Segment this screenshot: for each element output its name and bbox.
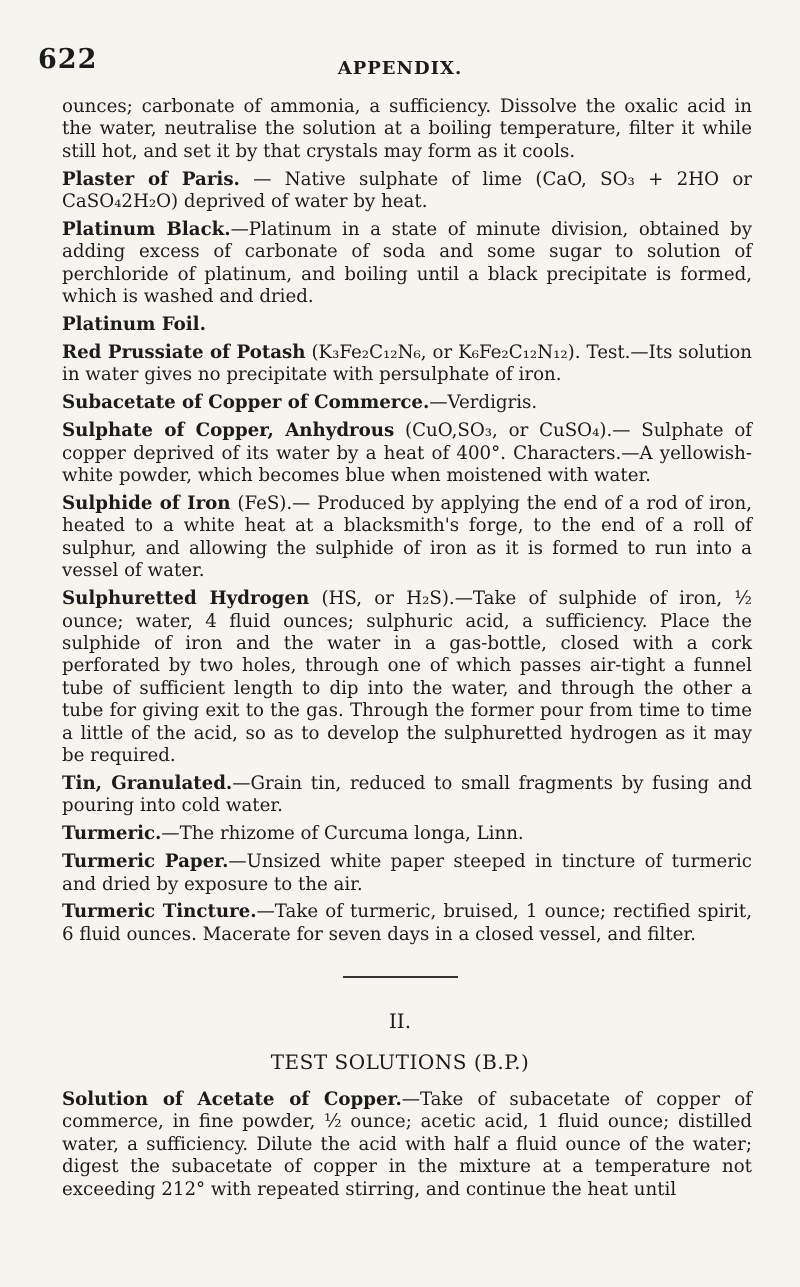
running-head: APPENDIX. xyxy=(337,58,463,79)
entry-paragraph xyxy=(62,493,752,583)
entry-paragraph xyxy=(62,420,752,487)
entry-term: Red Prussiate of Potash xyxy=(62,342,306,364)
entry-list xyxy=(62,96,752,952)
entry-paragraph xyxy=(62,314,752,336)
entry-paragraph xyxy=(62,901,752,946)
entry-paragraph xyxy=(62,96,752,163)
entry-paragraph xyxy=(62,169,752,214)
entry-text: —Verdigris. xyxy=(429,392,538,414)
entry-text: ounces; carbonate of ammonia, a sufficiency. Dissolve the oxalic acid in the water, neutralise the solution at a boiling temperature, filter it while still hot, and set it by that crystals may form as it cools. xyxy=(62,96,752,162)
entry-term: Subacetate of Copper of Commerce. xyxy=(62,392,430,414)
entry-text: (K₃Fe₂C₁₂N₆, or K₆Fe₂C₁₂N₁₂). Test.—Its solution in water gives no precipitate with persulphate of iron. xyxy=(62,342,752,386)
entry-term: Plaster of Paris. xyxy=(62,168,240,190)
section-entry-list xyxy=(62,1089,752,1207)
page-number: 622 xyxy=(38,44,98,75)
section-title: TEST SOLUTIONS (B.P.) xyxy=(270,1050,530,1074)
entry-text: (HS, or H₂S).—Take of sulphide of iron, ½ ounce; water, 4 fluid ounces; sulphuric acid, a sufficiency. Place the sulphide of iron and the water in a gas-bottle, closed with a cork perforated by two holes, through one of which passes air-tight a funnel tube of sufficient length to dip into the water, and through the other a tube for giving exit to the gas. Through the former pour from time to time a little of the acid, so as to develop the sulphuretted hydrogen as it may be required. xyxy=(62,588,752,766)
entry-text: —Take of turmeric, bruised, 1 ounce; rectified spirit, 6 fluid ounces. Macerate for seven days in a closed vessel, and filter. xyxy=(62,901,752,945)
entry-term: Turmeric Paper. xyxy=(62,851,229,873)
entry-paragraph xyxy=(62,1089,752,1201)
entry-text: —The rhizome of Curcuma longa, Linn. xyxy=(161,823,524,845)
entry-text: —Unsized white paper steeped in tincture of turmeric and dried by exposure to the air. xyxy=(62,851,752,895)
entry-text: — Native sulphate of lime (CaO, SO₃ + 2HO or CaSO₄2H₂O) deprived of water by heat. xyxy=(62,168,752,213)
entry-text: —Take of subacetate of copper of commerce, in fine powder, ½ ounce; acetic acid, 1 fluid ounce; distilled water, a sufficiency. Dilute the acid with half a fluid ounce of the water; digest the subacetate of copper in the mixture at a temperature not exceeding 212° with repeated stirring, and continue the heat until xyxy=(62,1089,752,1200)
entry-text: —Platinum in a state of minute division, obtained by adding excess of carbonate of soda and some sugar to solution of perchloride of platinum, and boiling until a black precipitate is formed, which is washed and dried. xyxy=(62,219,752,308)
section-number: II. xyxy=(388,1009,412,1033)
entry-paragraph xyxy=(62,588,752,767)
section-divider xyxy=(343,976,458,978)
entry-paragraph xyxy=(62,823,752,845)
entry-term: Sulphide of Iron xyxy=(62,493,231,514)
entry-text: (CuO,SO₃, or CuSO₄).— Sulphate of copper deprived of its water by a heat of 400°. Characters.—A yellowish-white powder, which becomes blue when moistened with water. xyxy=(62,420,752,487)
entry-term: Sulphuretted Hydrogen xyxy=(62,588,310,610)
entry-term: Tin, Granulated. xyxy=(62,772,233,794)
entry-paragraph xyxy=(62,342,752,387)
entry-paragraph xyxy=(62,392,752,414)
entry-term: Platinum Black. xyxy=(62,219,231,241)
entry-paragraph xyxy=(62,219,752,309)
entry-term: Platinum Foil. xyxy=(62,314,206,336)
entry-term: Turmeric. xyxy=(62,823,162,845)
entry-term: Sulphate of Copper, Anhydrous xyxy=(62,420,395,442)
entry-term: Solution of Acetate of Copper. xyxy=(62,1089,402,1110)
entry-paragraph xyxy=(62,773,752,818)
entry-text: (FeS).— Produced by applying the end of a rod of iron, heated to a white heat at a blacksmith's forge, to the end of a roll of sulphur, and allowing the sulphide of iron as it is formed to run into a vessel of water. xyxy=(62,493,753,582)
entry-paragraph xyxy=(62,851,752,896)
entry-text: —Grain tin, reduced to small fragments by fusing and pouring into cold water. xyxy=(62,772,752,817)
entry-term: Turmeric Tincture. xyxy=(62,901,257,923)
